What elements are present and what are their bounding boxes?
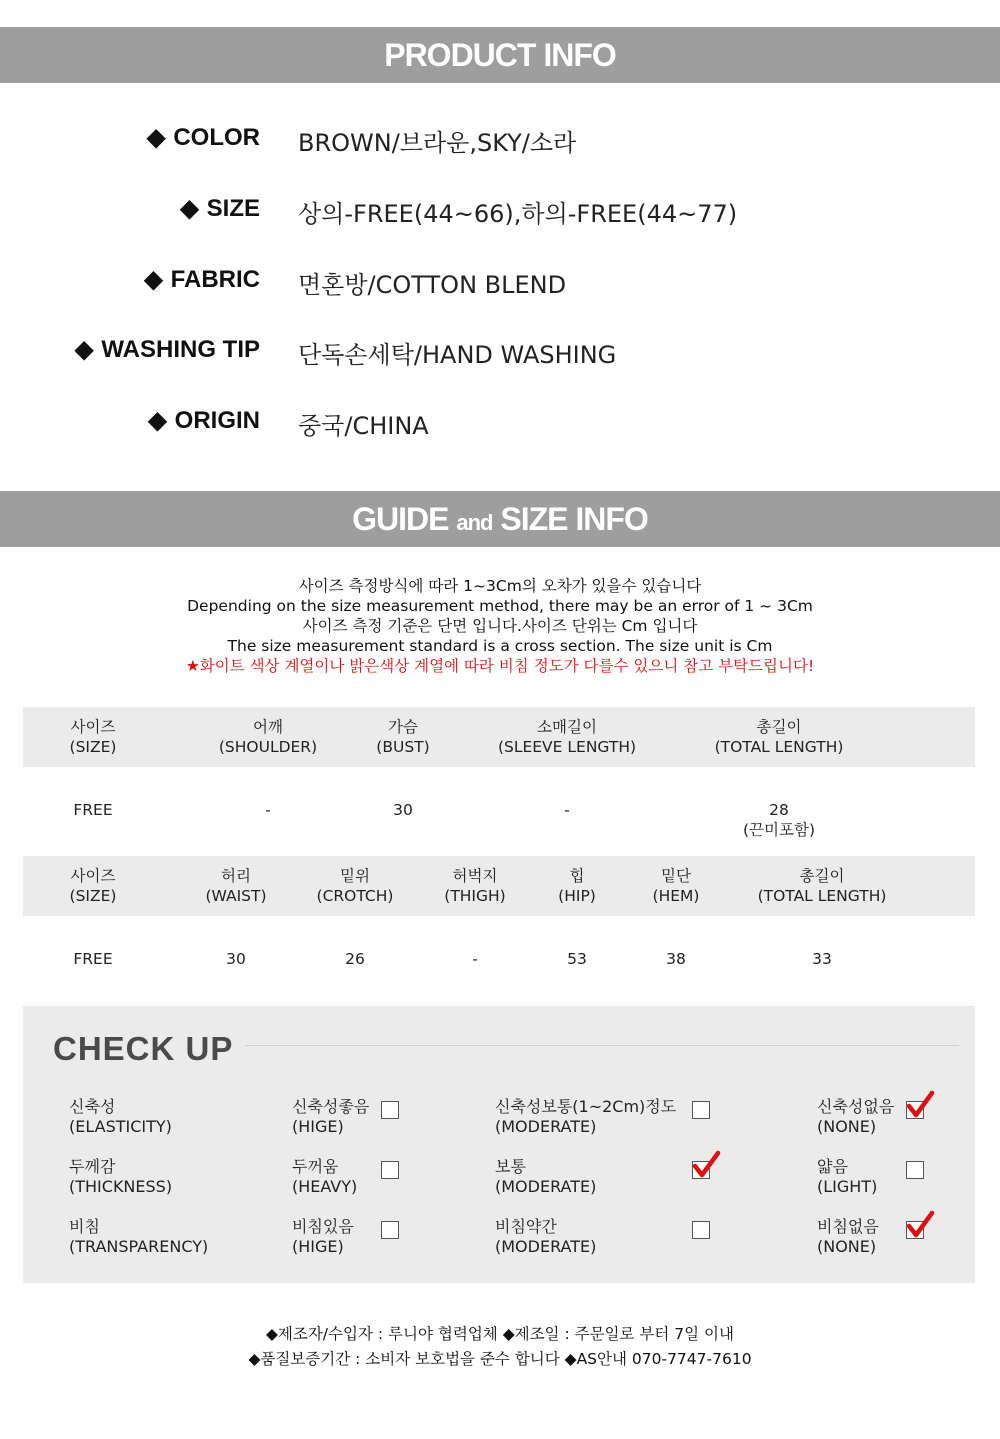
- checkmark-icon: [905, 1090, 935, 1120]
- checkup-panel: [23, 1006, 975, 1283]
- info-value: 단독손세탁/HAND WASHING: [298, 341, 617, 369]
- checkup-divider: [245, 1045, 959, 1046]
- diamond-icon: ◆: [74, 336, 94, 363]
- option-label: 신축성보통(1~2Cm)정도 (MODERATE): [495, 1097, 677, 1136]
- checkmark-icon: [691, 1150, 721, 1180]
- checkmark-icon: [905, 1210, 935, 1240]
- checkbox-checked[interactable]: [906, 1221, 924, 1239]
- header-cell: 어깨 (SHOULDER): [218, 718, 318, 756]
- table-cell: -: [564, 801, 570, 819]
- info-label: WASHING TIP: [101, 336, 260, 363]
- info-row-fabric: [0, 265, 1000, 305]
- note-line: 사이즈 측정 기준은 단면 입니다.사이즈 단위는 Cm 입니다: [302, 617, 698, 635]
- table-cell: 30: [226, 950, 246, 968]
- note-line: Depending on the size measurement method, there may be an error of 1 ~ 3Cm: [187, 597, 813, 615]
- option-label: 비침약간 (MODERATE): [495, 1217, 597, 1256]
- top-table-row: [23, 767, 975, 857]
- table-cell: 30: [393, 801, 413, 819]
- footer-line: ◆제조자/수입자 : 루니야 협력업체 ◆제조일 : 주문일로 부터 7일 이내: [265, 1325, 735, 1343]
- table-cell: 28 (끈미포함): [743, 801, 815, 839]
- option-label: 신축성좋음 (HIGE): [292, 1097, 370, 1136]
- product-info-title: PRODUCT INFO: [384, 37, 616, 73]
- info-label: COLOR: [173, 124, 260, 151]
- product-info-header: [0, 27, 1000, 83]
- info-row-washing-tip: [0, 335, 1000, 375]
- guide-title-b: and: [456, 510, 493, 535]
- info-label: SIZE: [206, 195, 260, 222]
- checkbox[interactable]: [381, 1101, 399, 1119]
- table-cell: 53: [567, 950, 587, 968]
- info-row-color: [0, 123, 1000, 163]
- note-line: 사이즈 측정방식에 따라 1~3Cm의 오차가 있을수 있습니다: [298, 577, 702, 595]
- info-row-origin: [0, 406, 1000, 446]
- guide-title-c: SIZE INFO: [500, 501, 648, 537]
- option-label: 비침없음 (NONE): [817, 1217, 879, 1256]
- header-cell: 허리 (WAIST): [205, 867, 267, 905]
- checkup-label-transparency: 비침 (TRANSPARENCY): [69, 1217, 209, 1256]
- header-cell: 사이즈 (SIZE): [69, 718, 117, 756]
- option-label: 얇음 (LIGHT): [817, 1157, 878, 1196]
- table-cell: 38: [666, 950, 686, 968]
- checkup-label-thickness: 두께감 (THICKNESS): [69, 1157, 173, 1196]
- guide-size-header: [0, 491, 1000, 547]
- checkbox[interactable]: [381, 1161, 399, 1179]
- diamond-icon: ◆: [148, 407, 167, 434]
- checkbox[interactable]: [381, 1221, 399, 1239]
- top-table-header: [23, 707, 975, 767]
- table-cell: FREE: [73, 801, 113, 819]
- diamond-icon: ◆: [144, 266, 163, 293]
- guide-title-a: GUIDE: [352, 501, 449, 537]
- info-label: FABRIC: [170, 266, 260, 293]
- checkup-title: CHECK UP: [53, 1030, 234, 1067]
- bottom-table-row: [23, 916, 975, 1006]
- checkbox[interactable]: [692, 1101, 710, 1119]
- footer-line: ◆품질보증기간 : 소비자 보호법을 준수 합니다 ◆AS안내 070-7747-7610: [248, 1350, 752, 1368]
- checkup-label-elasticity: 신축성 (ELASTICITY): [69, 1097, 172, 1136]
- header-cell: 소매길이 (SLEEVE LENGTH): [497, 718, 637, 756]
- table-cell: -: [472, 950, 478, 968]
- info-label: ORIGIN: [174, 407, 260, 434]
- size-notes: [0, 576, 1000, 676]
- table-cell: FREE: [73, 950, 113, 968]
- bottom-table-header: [23, 856, 975, 916]
- checkbox[interactable]: [906, 1161, 924, 1179]
- checkbox-checked[interactable]: [906, 1101, 924, 1119]
- header-cell: 가슴 (BUST): [376, 718, 430, 756]
- info-row-size: [0, 194, 1000, 234]
- info-value: BROWN/브라운,SKY/소라: [298, 129, 577, 157]
- table-cell: -: [265, 801, 271, 819]
- footer-info: [0, 1322, 1000, 1372]
- checkbox[interactable]: [692, 1221, 710, 1239]
- option-label: 비침있음 (HIGE): [292, 1217, 354, 1256]
- header-cell: 허벅지 (THIGH): [444, 867, 506, 905]
- info-value: 상의-FREE(44~66),하의-FREE(44~77): [298, 200, 738, 228]
- option-label: 신축성없음 (NONE): [817, 1097, 895, 1136]
- option-label: 두꺼움 (HEAVY): [292, 1157, 358, 1196]
- option-label: 보통 (MODERATE): [495, 1157, 597, 1196]
- info-value: 면혼방/COTTON BLEND: [298, 271, 567, 299]
- header-cell: 밑단 (HEM): [652, 867, 700, 905]
- checkbox-checked[interactable]: [692, 1161, 710, 1179]
- header-cell: 사이즈 (SIZE): [69, 867, 117, 905]
- warning-note: ★화이트 색상 계열이나 밝은색상 계열에 따라 비침 정도가 다를수 있으니 참고 부탁드립니다!: [185, 657, 815, 675]
- table-cell: 26: [345, 950, 365, 968]
- diamond-icon: ◆: [180, 195, 199, 222]
- diamond-icon: ◆: [146, 124, 166, 151]
- info-value: 중국/CHINA: [298, 412, 429, 440]
- header-cell: 총길이 (TOTAL LENGTH): [714, 718, 844, 756]
- header-cell: 힙 (HIP): [558, 867, 596, 905]
- header-cell: 총길이 (TOTAL LENGTH): [757, 867, 887, 905]
- note-line: The size measurement standard is a cross section. The size unit is Cm: [227, 637, 773, 655]
- header-cell: 밑위 (CROTCH): [316, 867, 394, 905]
- table-cell: 33: [812, 950, 832, 968]
